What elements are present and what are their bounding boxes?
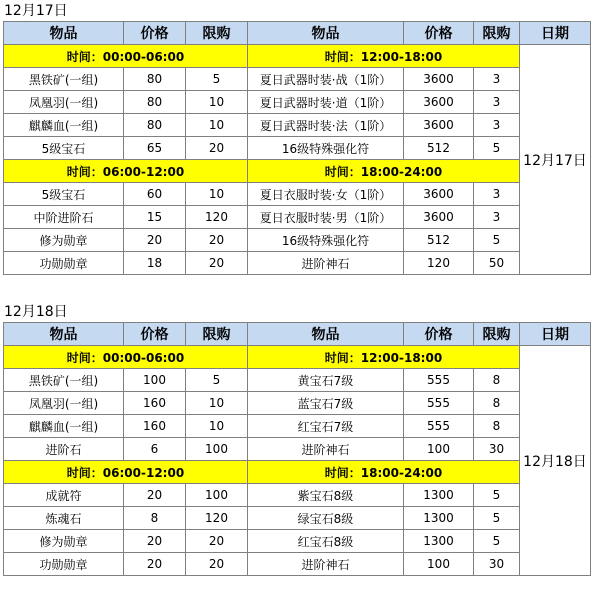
table-header-row xyxy=(4,323,591,346)
table-row xyxy=(4,91,591,114)
item-name: 进阶神石 xyxy=(248,553,404,576)
item-name: 麒麟血(一组) xyxy=(4,114,124,137)
item-price: 20 xyxy=(124,553,186,576)
item-limit: 20 xyxy=(186,530,248,553)
col-header-price: 价格 xyxy=(124,323,186,346)
item-price: 60 xyxy=(124,183,186,206)
col-header-date: 日期 xyxy=(520,323,591,346)
item-name: 红宝石8级 xyxy=(248,530,404,553)
item-limit: 5 xyxy=(186,68,248,91)
col-header-limit: 限购 xyxy=(186,323,248,346)
item-limit: 20 xyxy=(186,137,248,160)
item-name: 黄宝石7级 xyxy=(248,369,404,392)
item-limit: 3 xyxy=(474,183,520,206)
item-name: 紫宝石8级 xyxy=(248,484,404,507)
col-header-item: 物品 xyxy=(4,323,124,346)
item-name: 修为勋章 xyxy=(4,229,124,252)
time-slot-label: 时间：18:00-24:00 xyxy=(248,461,520,484)
item-price: 1300 xyxy=(404,484,474,507)
item-price: 15 xyxy=(124,206,186,229)
col-header-item: 物品 xyxy=(248,323,404,346)
table-row xyxy=(4,392,591,415)
item-name: 夏日衣服时装·女（1阶） xyxy=(248,183,404,206)
item-name: 16级特殊强化符 xyxy=(248,137,404,160)
table-row xyxy=(4,484,591,507)
item-name: 进阶神石 xyxy=(248,252,404,275)
item-limit: 5 xyxy=(474,507,520,530)
item-price: 3600 xyxy=(404,114,474,137)
table-row xyxy=(4,68,591,91)
item-price: 120 xyxy=(404,252,474,275)
item-price: 160 xyxy=(124,415,186,438)
sale-block-dec18 xyxy=(3,302,590,576)
time-slot-label: 时间：00:00-06:00 xyxy=(4,45,248,68)
item-price: 555 xyxy=(404,369,474,392)
item-name: 麒麟血(一组) xyxy=(4,415,124,438)
item-limit: 3 xyxy=(474,68,520,91)
item-name: 进阶神石 xyxy=(248,438,404,461)
item-limit: 5 xyxy=(474,229,520,252)
item-limit: 20 xyxy=(186,252,248,275)
item-name: 5级宝石 xyxy=(4,183,124,206)
col-header-limit: 限购 xyxy=(474,323,520,346)
item-price: 160 xyxy=(124,392,186,415)
item-price: 3600 xyxy=(404,68,474,91)
item-limit: 5 xyxy=(474,137,520,160)
table-row xyxy=(4,530,591,553)
item-name: 绿宝石8级 xyxy=(248,507,404,530)
item-limit: 10 xyxy=(186,183,248,206)
item-name: 黑铁矿(一组) xyxy=(4,369,124,392)
table-row xyxy=(4,553,591,576)
item-name: 成就符 xyxy=(4,484,124,507)
item-price: 555 xyxy=(404,392,474,415)
time-slot-row xyxy=(4,461,591,484)
item-price: 100 xyxy=(404,438,474,461)
table-row xyxy=(4,507,591,530)
item-limit: 3 xyxy=(474,91,520,114)
date-cell: 12月18日 xyxy=(520,346,591,576)
item-name: 功勋勋章 xyxy=(4,553,124,576)
item-price: 80 xyxy=(124,68,186,91)
item-price: 512 xyxy=(404,229,474,252)
item-name: 进阶石 xyxy=(4,438,124,461)
item-price: 512 xyxy=(404,137,474,160)
item-limit: 10 xyxy=(186,114,248,137)
table-row xyxy=(4,415,591,438)
time-slot-row xyxy=(4,346,591,369)
item-limit: 120 xyxy=(186,206,248,229)
time-slot-label: 时间：06:00-12:00 xyxy=(4,461,248,484)
item-limit: 5 xyxy=(186,369,248,392)
item-name: 夏日武器时装·道（1阶） xyxy=(248,91,404,114)
item-name: 夏日武器时装·法（1阶） xyxy=(248,114,404,137)
item-price: 8 xyxy=(124,507,186,530)
item-limit: 100 xyxy=(186,438,248,461)
item-name: 功勋勋章 xyxy=(4,252,124,275)
item-limit: 8 xyxy=(474,415,520,438)
item-limit: 5 xyxy=(474,530,520,553)
time-slot-row xyxy=(4,160,591,183)
item-name: 夏日衣服时装·男（1阶） xyxy=(248,206,404,229)
time-slot-label: 时间：12:00-18:00 xyxy=(248,45,520,68)
item-limit: 50 xyxy=(474,252,520,275)
time-slot-label: 时间：06:00-12:00 xyxy=(4,160,248,183)
item-price: 18 xyxy=(124,252,186,275)
item-name: 夏日武器时装·战（1阶） xyxy=(248,68,404,91)
time-slot-label: 时间：00:00-06:00 xyxy=(4,346,248,369)
item-name: 黑铁矿(一组) xyxy=(4,68,124,91)
item-name: 5级宝石 xyxy=(4,137,124,160)
time-slot-row xyxy=(4,45,591,68)
col-header-limit: 限购 xyxy=(186,22,248,45)
block-date-title: 12月18日 xyxy=(4,304,68,320)
table-row xyxy=(4,183,591,206)
item-price: 3600 xyxy=(404,183,474,206)
table-row xyxy=(4,438,591,461)
item-price: 20 xyxy=(124,484,186,507)
item-limit: 3 xyxy=(474,114,520,137)
item-limit: 20 xyxy=(186,553,248,576)
item-price: 100 xyxy=(404,553,474,576)
table-row xyxy=(4,137,591,160)
table-header-row xyxy=(4,22,591,45)
col-header-price: 价格 xyxy=(404,22,474,45)
item-name: 16级特殊强化符 xyxy=(248,229,404,252)
item-limit: 10 xyxy=(186,415,248,438)
item-limit: 100 xyxy=(186,484,248,507)
time-slot-label: 时间：12:00-18:00 xyxy=(248,346,520,369)
item-name: 凤凰羽(一组) xyxy=(4,392,124,415)
item-name: 凤凰羽(一组) xyxy=(4,91,124,114)
sale-table xyxy=(3,322,591,576)
item-limit: 3 xyxy=(474,206,520,229)
time-slot-label: 时间：18:00-24:00 xyxy=(248,160,520,183)
item-price: 65 xyxy=(124,137,186,160)
item-price: 20 xyxy=(124,530,186,553)
col-header-price: 价格 xyxy=(404,323,474,346)
item-name: 修为勋章 xyxy=(4,530,124,553)
item-name: 蓝宝石7级 xyxy=(248,392,404,415)
item-limit: 10 xyxy=(186,91,248,114)
item-name: 红宝石7级 xyxy=(248,415,404,438)
item-limit: 30 xyxy=(474,553,520,576)
item-limit: 20 xyxy=(186,229,248,252)
col-header-limit: 限购 xyxy=(474,22,520,45)
item-price: 80 xyxy=(124,114,186,137)
item-limit: 5 xyxy=(474,484,520,507)
item-name: 炼魂石 xyxy=(4,507,124,530)
item-limit: 8 xyxy=(474,392,520,415)
col-header-date: 日期 xyxy=(520,22,591,45)
block-date-title: 12月17日 xyxy=(4,3,68,19)
col-header-price: 价格 xyxy=(124,22,186,45)
item-limit: 8 xyxy=(474,369,520,392)
item-price: 100 xyxy=(124,369,186,392)
item-price: 20 xyxy=(124,229,186,252)
item-price: 80 xyxy=(124,91,186,114)
date-cell: 12月17日 xyxy=(520,45,591,275)
col-header-item: 物品 xyxy=(4,22,124,45)
item-limit: 10 xyxy=(186,392,248,415)
table-row xyxy=(4,252,591,275)
item-name: 中阶进阶石 xyxy=(4,206,124,229)
sale-block-dec17 xyxy=(3,1,590,275)
table-row xyxy=(4,369,591,392)
item-limit: 30 xyxy=(474,438,520,461)
item-limit: 120 xyxy=(186,507,248,530)
col-header-item: 物品 xyxy=(248,22,404,45)
item-price: 3600 xyxy=(404,91,474,114)
table-row xyxy=(4,114,591,137)
item-price: 1300 xyxy=(404,507,474,530)
table-row xyxy=(4,229,591,252)
table-row xyxy=(4,206,591,229)
item-price: 3600 xyxy=(404,206,474,229)
item-price: 1300 xyxy=(404,530,474,553)
item-price: 555 xyxy=(404,415,474,438)
sale-table xyxy=(3,21,591,275)
item-price: 6 xyxy=(124,438,186,461)
